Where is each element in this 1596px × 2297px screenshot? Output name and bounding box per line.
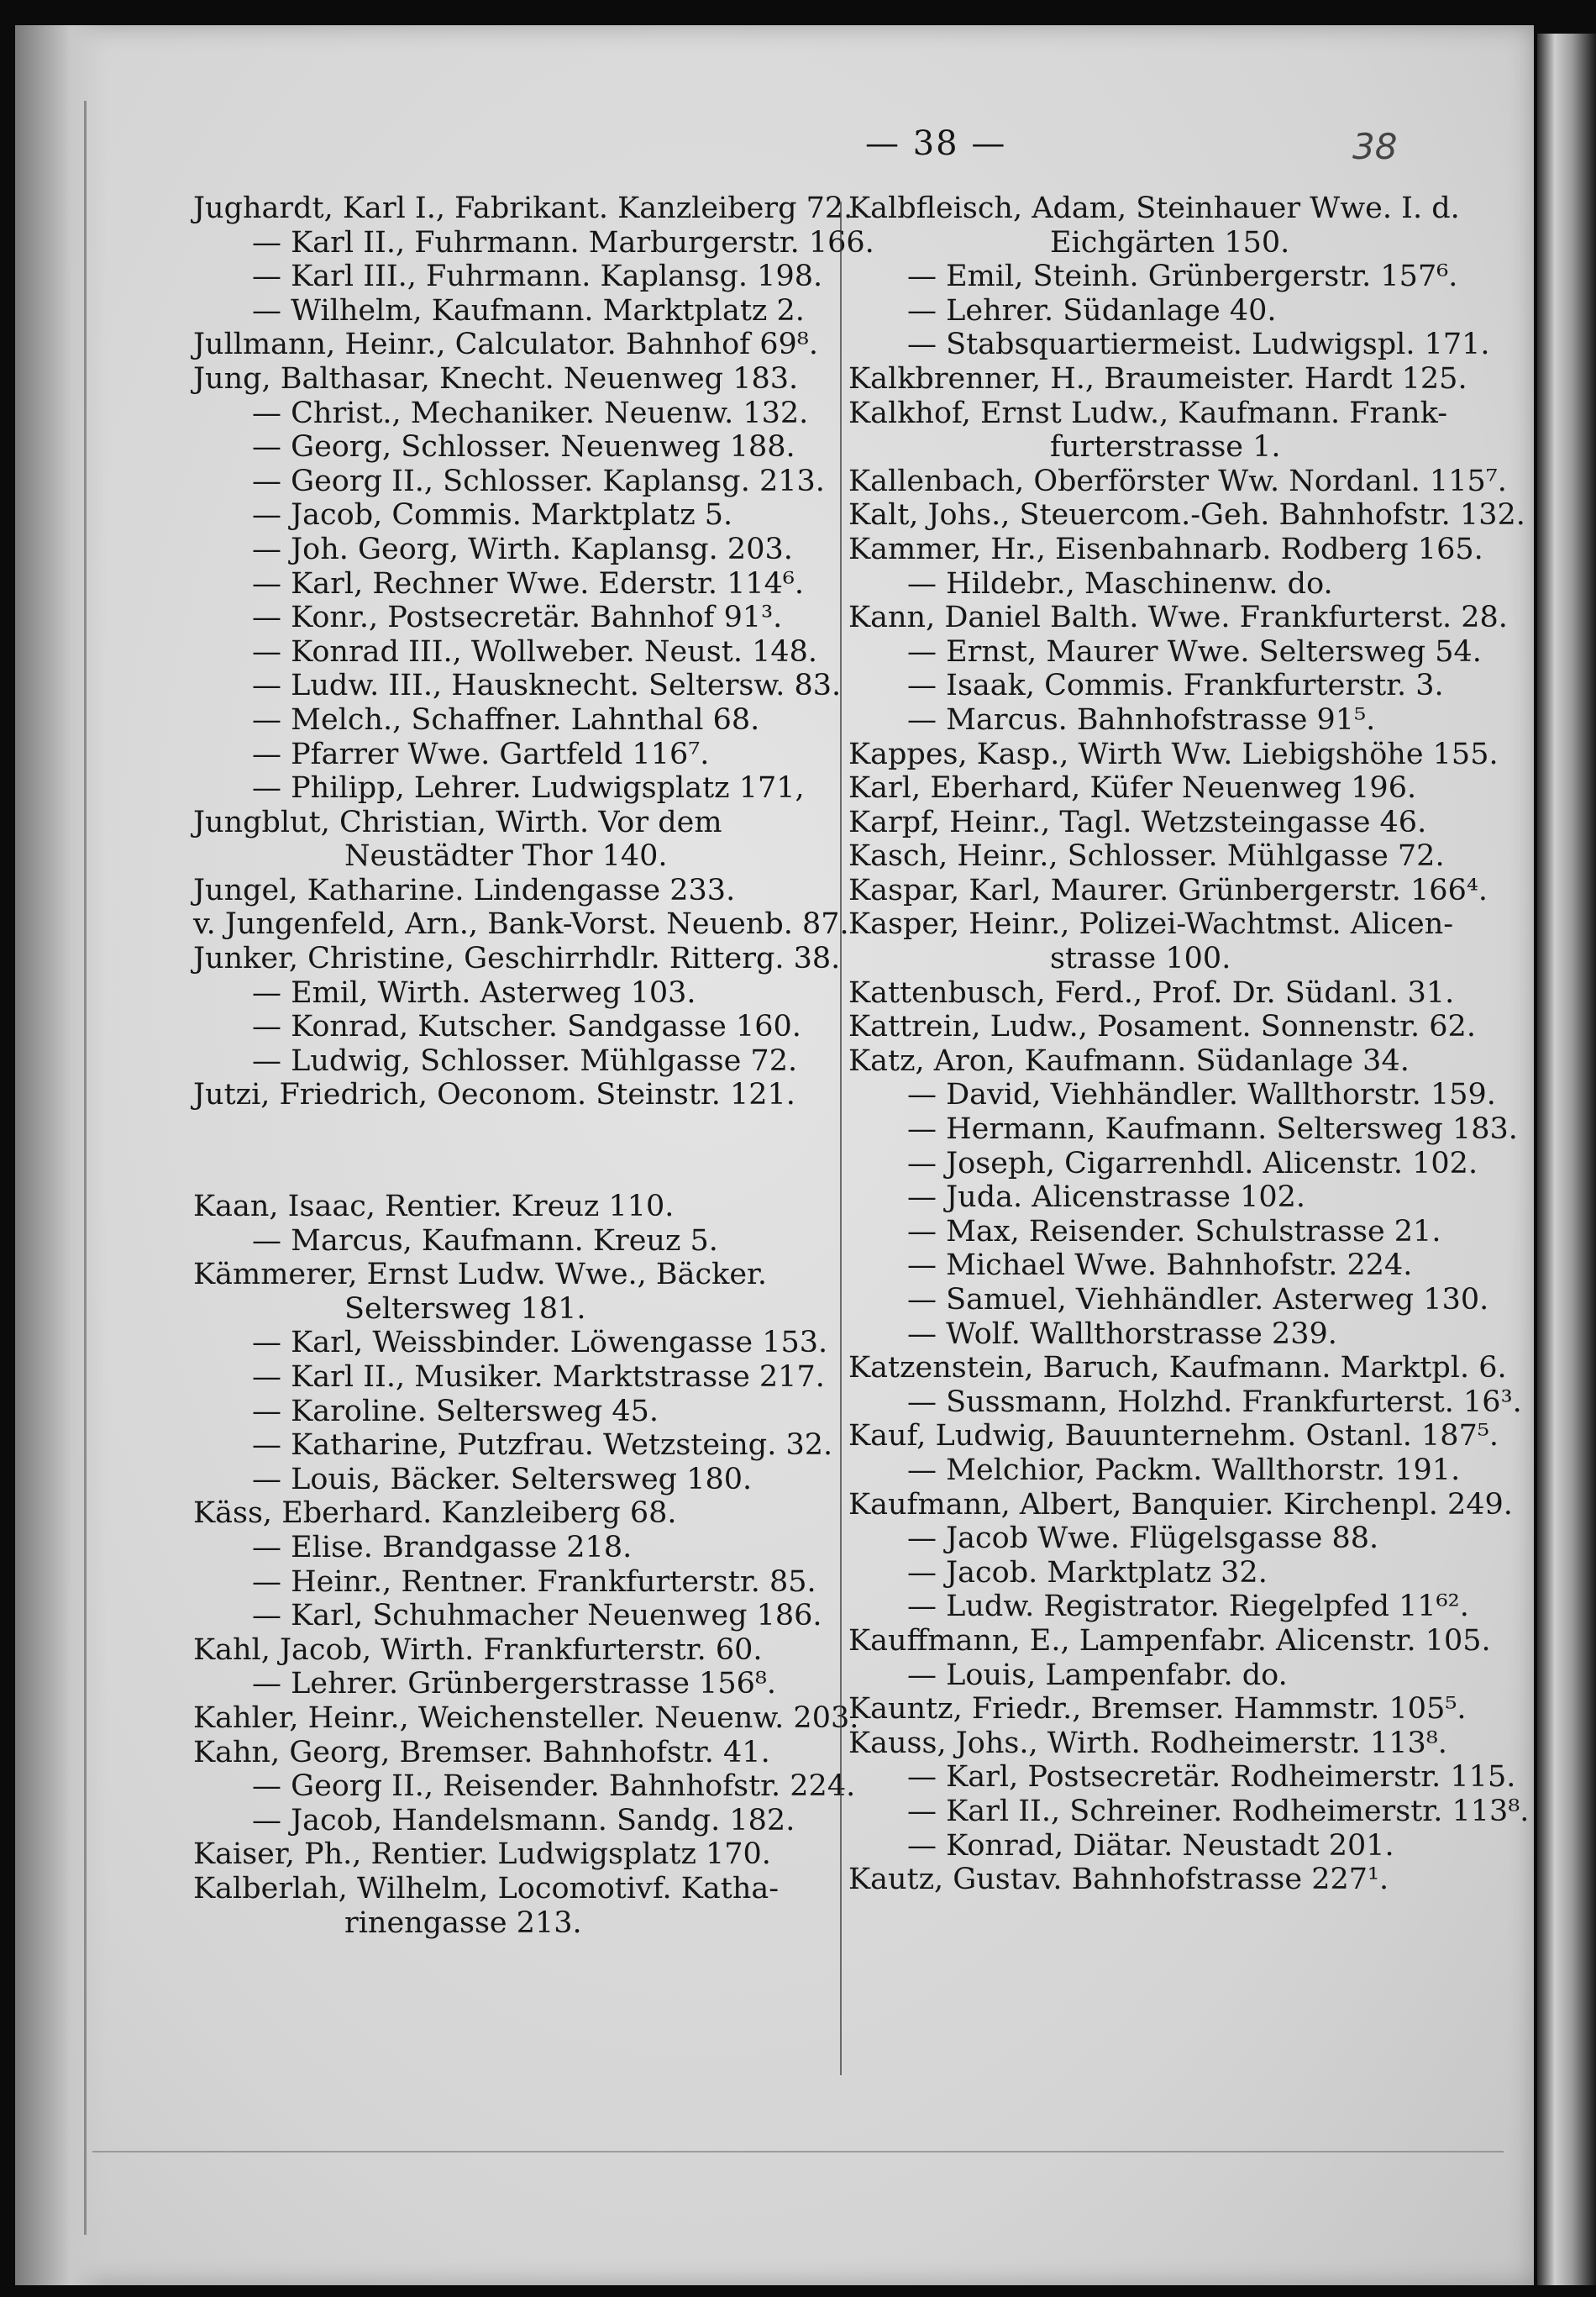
- directory-entry: — Samuel, Viehhändler. Asterweg 130.: [907, 1283, 1489, 1317]
- directory-entry: — Ludw. III., Hausknecht. Seltersw. 83.: [252, 669, 842, 703]
- directory-entry: — Karl, Schuhmacher Neuenweg 186.: [252, 1599, 822, 1633]
- directory-entry: Kallenbach, Oberförster Ww. Nordanl. 115⁷.: [848, 464, 1507, 498]
- directory-entry: Jughardt, Karl I., Fabrikant. Kanzleiberg 72.: [193, 192, 853, 225]
- directory-entry: — Karoline. Seltersweg 45.: [252, 1394, 659, 1428]
- directory-entry: Eichgärten 150.: [1050, 225, 1290, 260]
- directory-entry: Kappes, Kasp., Wirth Ww. Liebigshöhe 155.: [848, 737, 1499, 771]
- directory-entry: Kauf, Ludwig, Bauunternehm. Ostanl. 187⁵.: [848, 1419, 1499, 1453]
- binding-shadow: [15, 25, 108, 2285]
- directory-entry: Kammer, Hr., Eisenbahnarb. Rodberg 165.: [848, 532, 1483, 566]
- page-number: — 38 —: [865, 124, 1007, 163]
- directory-entry: Kasper, Heinr., Polizei-Wachtmst. Alicen-: [848, 907, 1454, 942]
- column-divider: [840, 202, 842, 2075]
- directory-entry: — Karl III., Fuhrmann. Kaplansg. 198.: [252, 260, 823, 294]
- directory-entry: strasse 100.: [1050, 942, 1231, 976]
- directory-entry: Kautz, Gustav. Bahnhofstrasse 227¹.: [848, 1863, 1389, 1897]
- directory-entry: — Sussmann, Holzhd. Frankfurterst. 16³.: [907, 1385, 1522, 1419]
- directory-entry: Kahl, Jacob, Wirth. Frankfurterstr. 60.: [193, 1632, 763, 1667]
- directory-entry: — Michael Wwe. Bahnhofstr. 224.: [907, 1248, 1413, 1283]
- directory-entry: — Melchior, Packm. Wallthorstr. 191.: [907, 1453, 1461, 1487]
- directory-entry: — Jacob, Handelsmann. Sandg. 182.: [252, 1803, 795, 1837]
- directory-entry: — Melch., Schaffner. Lahnthal 68.: [252, 702, 760, 737]
- directory-entry: Kattenbusch, Ferd., Prof. Dr. Südanl. 31.: [848, 975, 1455, 1010]
- directory-entry: — Jacob, Commis. Marktplatz 5.: [252, 498, 733, 533]
- directory-entry: — Karl II., Fuhrmann. Marburgerstr. 166.: [252, 225, 874, 260]
- directory-entry: — Ludw. Registrator. Riegelpfed 11⁶².: [907, 1590, 1469, 1624]
- directory-entry: — Pfarrer Wwe. Gartfeld 116⁷.: [252, 737, 710, 771]
- directory-entry: — Karl, Rechner Wwe. Ederstr. 114⁶.: [252, 566, 805, 601]
- directory-entry: — Louis, Lampenfabr. do.: [907, 1658, 1288, 1692]
- directory-entry: Katz, Aron, Kaufmann. Südanlage 34.: [848, 1043, 1410, 1078]
- directory-entry: Jungel, Katharine. Lindengasse 233.: [193, 873, 736, 907]
- directory-entry: furterstrasse 1.: [1050, 430, 1281, 465]
- directory-entry: Kalkhof, Ernst Ludw., Kaufmann. Frank-: [848, 396, 1448, 430]
- directory-entry: Neustädter Thor 140.: [344, 839, 668, 874]
- directory-entry: — Emil, Steinh. Grünbergerstr. 157⁶.: [907, 260, 1458, 294]
- directory-entry: — Lehrer. Grünbergerstrasse 156⁸.: [252, 1667, 777, 1701]
- directory-entry: — Marcus. Bahnhofstrasse 91⁵.: [907, 702, 1376, 737]
- directory-entry: Kalberlah, Wilhelm, Locomotivf. Katha-: [193, 1871, 780, 1905]
- directory-entry: — Karl, Postsecretär. Rodheimerstr. 115.: [907, 1760, 1516, 1795]
- directory-entry: — Georg II., Reisender. Bahnhofstr. 224.: [252, 1769, 856, 1804]
- directory-entry: Kauntz, Friedr., Bremser. Hammstr. 105⁵.: [848, 1692, 1467, 1727]
- directory-entry: Kaan, Isaac, Rentier. Kreuz 110.: [193, 1190, 675, 1224]
- directory-entry: — Juda. Alicenstrasse 102.: [907, 1180, 1306, 1215]
- directory-entry: — Karl II., Schreiner. Rodheimerstr. 113⁸.: [907, 1794, 1530, 1828]
- right-column: [848, 192, 1530, 1897]
- directory-entry: — Philipp, Lehrer. Ludwigsplatz 171,: [252, 771, 805, 806]
- directory-entry: Kalbfleisch, Adam, Steinhauer Wwe. I. d.: [848, 192, 1460, 225]
- directory-entry: — Lehrer. Südanlage 40.: [907, 293, 1277, 328]
- directory-entry: — Heinr., Rentner. Frankfurterstr. 85.: [252, 1564, 816, 1599]
- directory-entry: Kämmerer, Ernst Ludw. Wwe., Bäcker.: [193, 1258, 768, 1292]
- directory-entry: — Ludwig, Schlosser. Mühlgasse 72.: [252, 1043, 798, 1078]
- directory-entry: — Konrad III., Wollweber. Neust. 148.: [252, 634, 817, 669]
- directory-entry: — Hermann, Kaufmann. Seltersweg 183.: [907, 1112, 1518, 1147]
- directory-entry: — Konr., Postsecretär. Bahnhof 91³.: [252, 601, 783, 635]
- page-edge: [1537, 34, 1596, 2285]
- directory-entry: — Stabsquartiermeist. Ludwigspl. 171.: [907, 328, 1490, 362]
- directory-entry: Kann, Daniel Balth. Wwe. Frankfurterst. 28.: [848, 601, 1508, 635]
- directory-entry: Kaiser, Ph., Rentier. Ludwigsplatz 170.: [193, 1837, 771, 1872]
- directory-entry: — David, Viehhändler. Wallthorstr. 159.: [907, 1078, 1496, 1112]
- directory-entry: Kaspar, Karl, Maurer. Grünbergerstr. 166⁴.: [848, 873, 1488, 907]
- directory-entry: Käss, Eberhard. Kanzleiberg 68.: [193, 1496, 677, 1531]
- directory-entry: Jullmann, Heinr., Calculator. Bahnhof 69⁸.: [193, 328, 818, 362]
- directory-entry: Karl, Eberhard, Küfer Neuenweg 196.: [848, 771, 1417, 806]
- directory-entry: — Joh. Georg, Wirth. Kaplansg. 203.: [252, 532, 793, 566]
- blank-line: [193, 1151, 840, 1190]
- directory-entry: Jungblut, Christian, Wirth. Vor dem: [193, 805, 722, 839]
- directory-entry: — Georg, Schlosser. Neuenweg 188.: [252, 430, 795, 465]
- directory-entry: — Hildebr., Maschinenw. do.: [907, 566, 1333, 601]
- directory-entry: — Emil, Wirth. Asterweg 103.: [252, 975, 696, 1010]
- directory-entry: Jung, Balthasar, Knecht. Neuenweg 183.: [193, 361, 799, 396]
- page-bottom-rule: [92, 2151, 1504, 2152]
- directory-entry: — Joseph, Cigarrenhdl. Alicenstr. 102.: [907, 1146, 1478, 1180]
- directory-entry: Kauffmann, E., Lampenfabr. Alicenstr. 105.: [848, 1623, 1491, 1658]
- directory-entry: — Wilhelm, Kaufmann. Marktplatz 2.: [252, 293, 805, 328]
- directory-entry: Kasch, Heinr., Schlosser. Mühlgasse 72.: [848, 839, 1445, 874]
- directory-entry: — Konrad, Diätar. Neustadt 201.: [907, 1828, 1394, 1863]
- directory-entry: Seltersweg 181.: [344, 1291, 586, 1326]
- directory-entry: — Jacob Wwe. Flügelsgasse 88.: [907, 1522, 1379, 1556]
- directory-entry: — Karl, Weissbinder. Löwengasse 153.: [252, 1326, 828, 1360]
- directory-entry: Junker, Christine, Geschirrhdlr. Ritterg. 38.: [193, 942, 841, 976]
- handwritten-page-number: 38: [1352, 126, 1398, 167]
- directory-entry: — Georg II., Schlosser. Kaplansg. 213.: [252, 464, 825, 498]
- directory-entry: Kahler, Heinr., Weichensteller. Neuenw. 203.: [193, 1700, 859, 1735]
- directory-entry: — Katharine, Putzfrau. Wetzsteing. 32.: [252, 1428, 833, 1463]
- directory-entry: — Elise. Brandgasse 218.: [252, 1530, 633, 1564]
- left-column: [193, 192, 874, 1940]
- directory-entry: rinengasse 213.: [344, 1905, 582, 1940]
- directory-entry: — Jacob. Marktplatz 32.: [907, 1555, 1268, 1590]
- directory-entry: — Christ., Mechaniker. Neuenw. 132.: [252, 396, 809, 430]
- directory-entry: v. Jungenfeld, Arn., Bank-Vorst. Neuenb. 87.: [193, 907, 849, 942]
- directory-entry: Kaufmann, Albert, Banquier. Kirchenpl. 249.: [848, 1487, 1513, 1522]
- directory-entry: Kauss, Johs., Wirth. Rodheimerstr. 113⁸.: [848, 1726, 1447, 1760]
- directory-entry: Karpf, Heinr., Tagl. Wetzsteingasse 46.: [848, 805, 1427, 839]
- directory-entry: Kalt, Johs., Steuercom.-Geh. Bahnhofstr. 132.: [848, 498, 1525, 533]
- directory-entry: — Wolf. Wallthorstrasse 239.: [907, 1317, 1337, 1351]
- gutter-marks: [84, 101, 93, 2235]
- directory-entry: Kahn, Georg, Bremser. Bahnhofstr. 41.: [193, 1735, 770, 1769]
- directory-entry: Katzenstein, Baruch, Kaufmann. Marktpl. 6.: [848, 1351, 1507, 1385]
- directory-entry: — Louis, Bäcker. Seltersweg 180.: [252, 1462, 753, 1496]
- directory-entry: Kattrein, Ludw., Posament. Sonnenstr. 62.: [848, 1010, 1476, 1044]
- directory-entry: Kalkbrenner, H., Braumeister. Hardt 125.: [848, 361, 1467, 396]
- directory-entry: — Karl II., Musiker. Marktstrasse 217.: [252, 1360, 825, 1394]
- directory-entry: — Konrad, Kutscher. Sandgasse 160.: [252, 1010, 801, 1044]
- directory-entry: Jutzi, Friedrich, Oeconom. Steinstr. 121.: [193, 1078, 795, 1112]
- directory-entry: — Ernst, Maurer Wwe. Seltersweg 54.: [907, 634, 1482, 669]
- blank-line: [193, 1112, 840, 1151]
- directory-entry: — Max, Reisender. Schulstrasse 21.: [907, 1214, 1441, 1248]
- directory-entry: — Isaak, Commis. Frankfurterstr. 3.: [907, 669, 1444, 703]
- directory-entry: — Marcus, Kaufmann. Kreuz 5.: [252, 1223, 718, 1258]
